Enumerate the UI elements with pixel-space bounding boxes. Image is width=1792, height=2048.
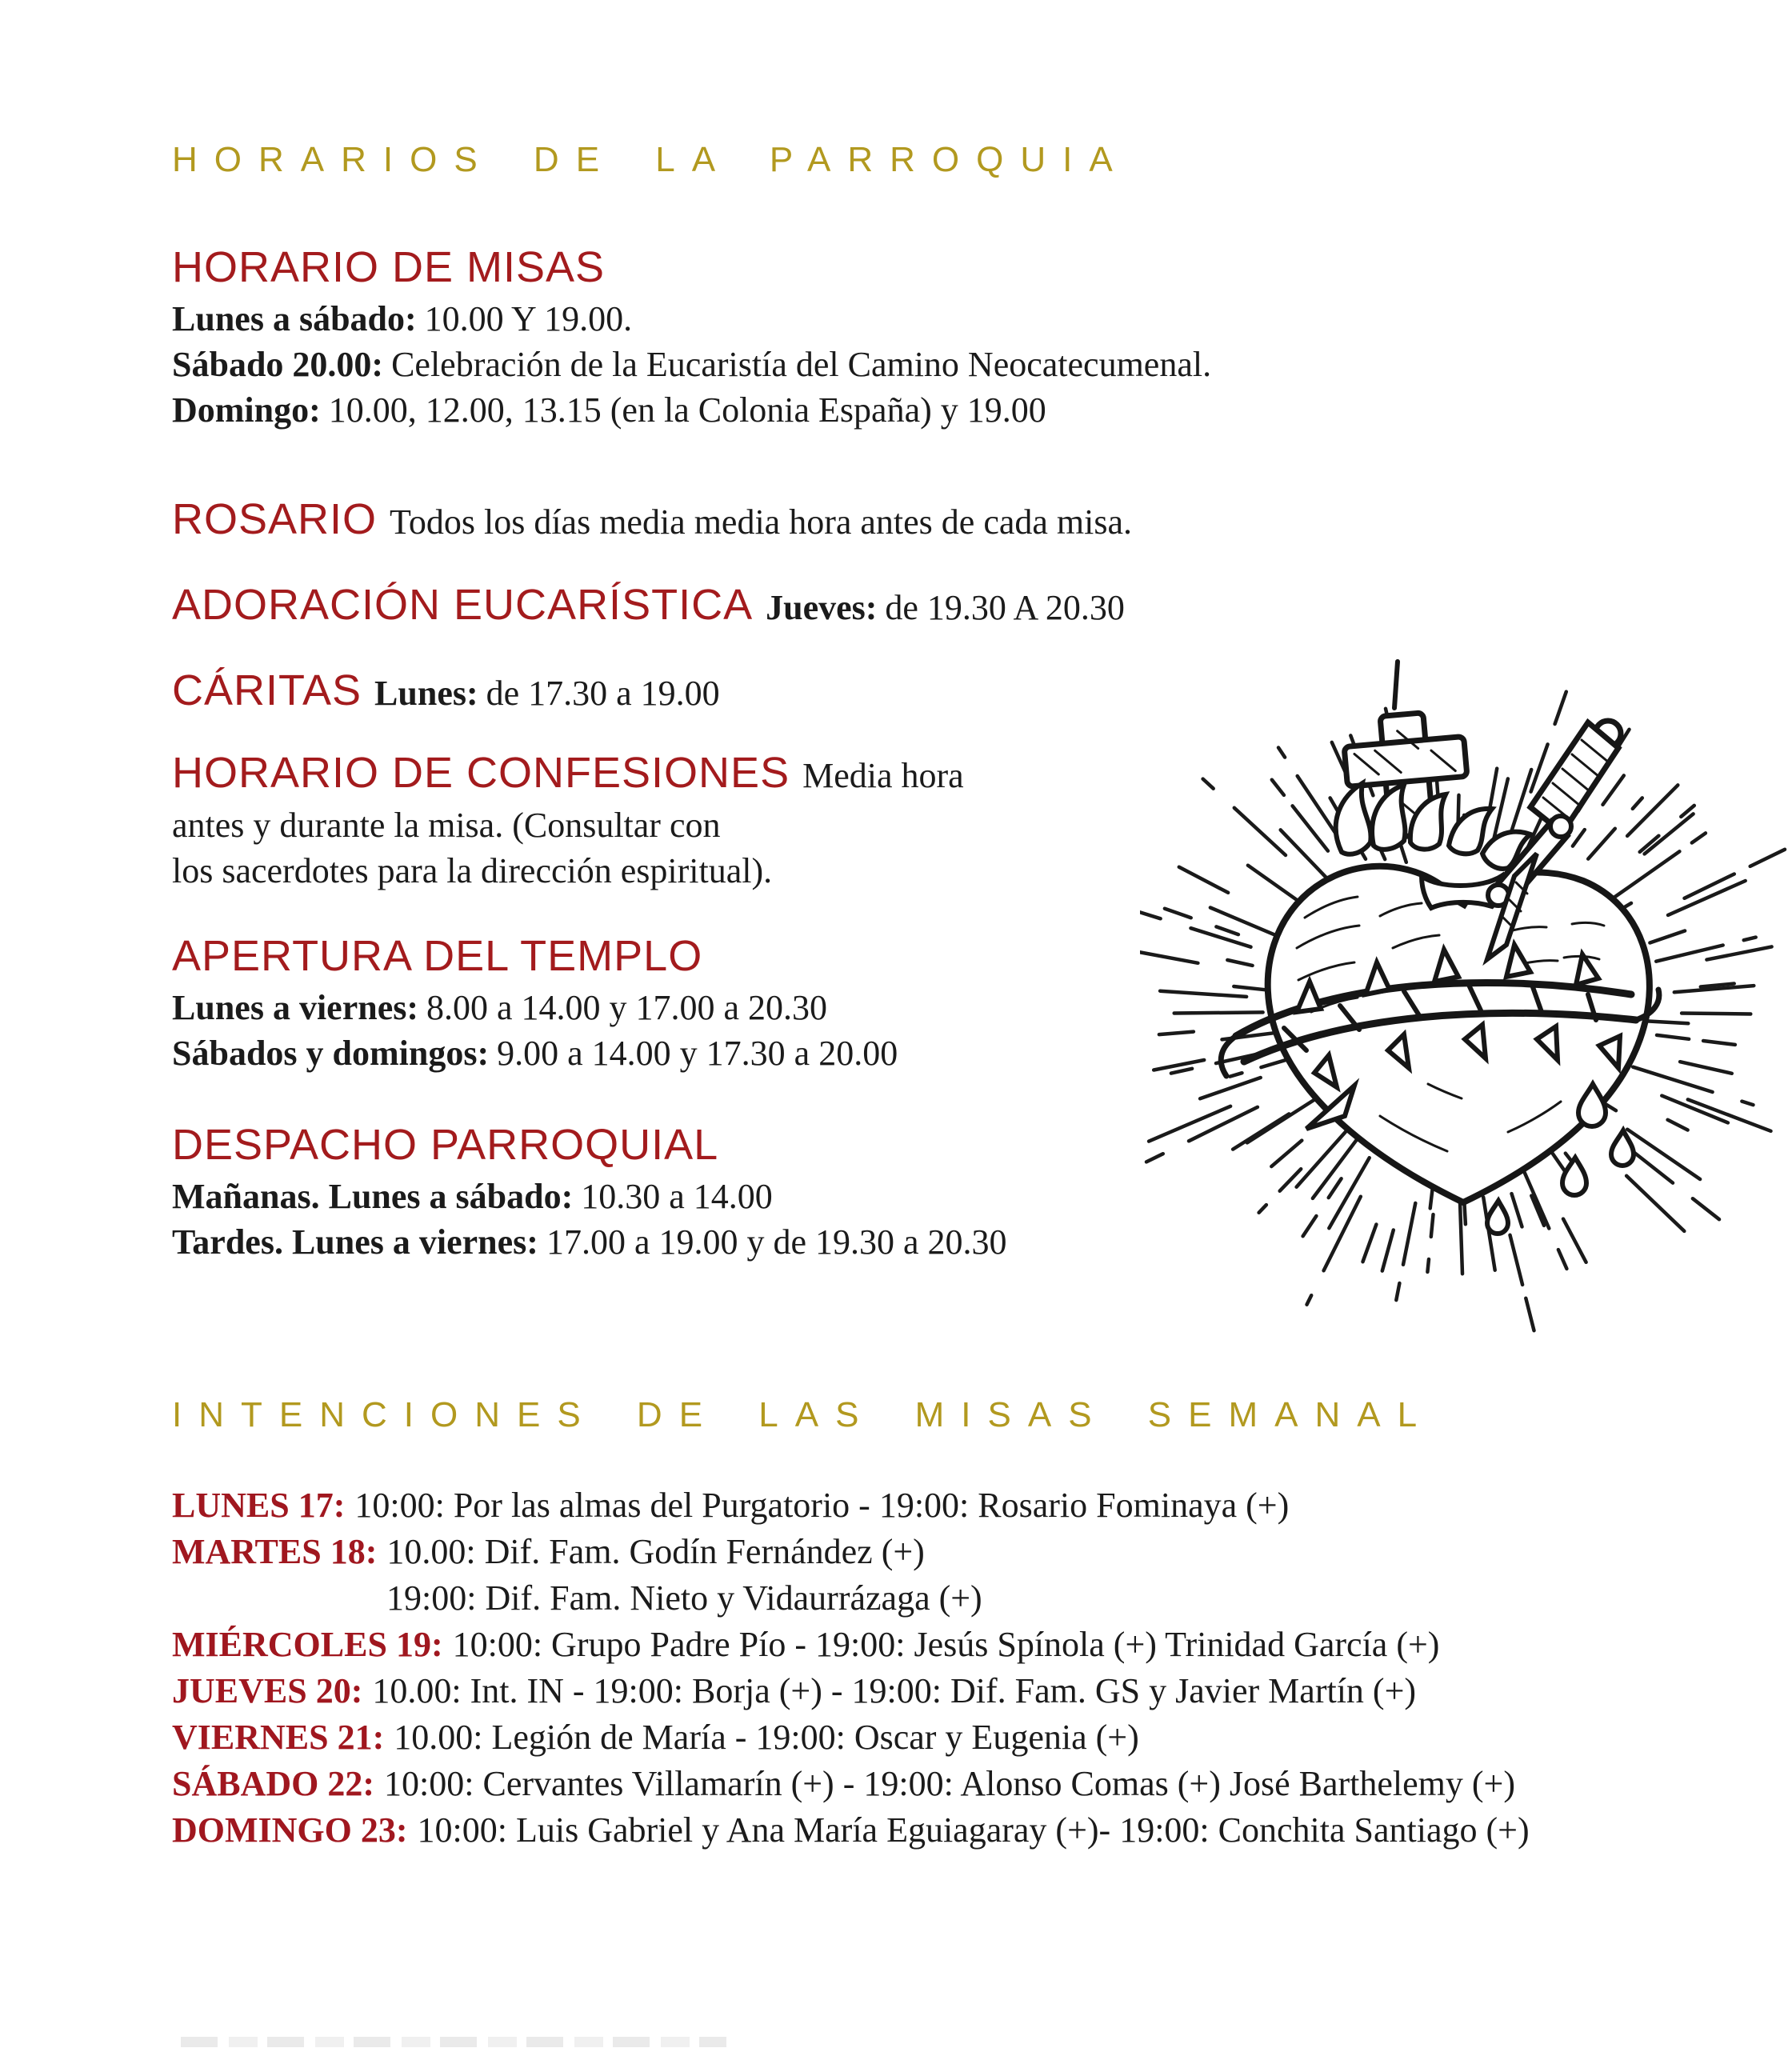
- intention-text: 10:00: Cervantes Villamarín (+) - 19:00: Alonso Comas (+) José Barthelemy (+): [384, 1764, 1516, 1803]
- day-label: DOMINGO 23:: [172, 1810, 408, 1850]
- intention-row: [172, 1714, 1788, 1761]
- section-heading-adoracion: ADORACIÓN EUCARÍSTICA: [172, 581, 754, 629]
- row-value: de 17.30 a 19.00: [486, 674, 720, 713]
- intention-text: 10.00: Dif. Fam. Godín Fernández (+): [386, 1532, 925, 1571]
- section-adoracion: [172, 581, 1732, 634]
- day-label: MIÉRCOLES 19:: [172, 1625, 443, 1664]
- schedule-row: [172, 387, 1732, 433]
- sacred-heart-svg: [1140, 636, 1788, 1368]
- intention-row: [172, 1807, 1788, 1854]
- section-heading-despacho: DESPACHO PARROQUIAL: [172, 1121, 719, 1169]
- section-heading-confesiones: HORARIO DE CONFESIONES: [172, 749, 790, 797]
- section-heading-misas: HORARIO DE MISAS: [172, 243, 606, 291]
- row-value: 8.00 a 14.00 y 17.00 a 20.30: [426, 988, 828, 1027]
- intention-row-continuation: [172, 1575, 1788, 1622]
- confesiones-line-1: Media hora: [802, 756, 964, 795]
- section-rosario: [172, 495, 1732, 549]
- row-label: Tardes. Lunes a viernes:: [172, 1222, 538, 1262]
- page-title: HORARIOS DE LA PARROQUIA: [172, 140, 1130, 179]
- section-heading-apertura: APERTURA DEL TEMPLO: [172, 932, 703, 980]
- section-heading-rosario: ROSARIO: [172, 495, 378, 543]
- misas-rows: [172, 296, 1732, 433]
- day-label: VIERNES 21:: [172, 1718, 385, 1757]
- row-value: 17.00 a 19.00 y de 19.30 a 20.30: [546, 1222, 1007, 1262]
- intention-text: 10.00: Int. IN - 19:00: Borja (+) - 19:00: Dif. Fam. GS y Javier Martín (+): [372, 1671, 1417, 1710]
- schedule-row: [172, 296, 1732, 342]
- row-value: Todos los días media media hora antes de cada misa.: [390, 502, 1133, 542]
- row-value: 10.30 a 14.00: [581, 1177, 773, 1216]
- intention-row: [172, 1622, 1788, 1668]
- day-label: LUNES 17:: [172, 1486, 346, 1525]
- intentions-title: INTENCIONES DE LAS MISAS SEMANAL: [172, 1395, 1434, 1434]
- intention-row: [172, 1668, 1788, 1714]
- day-label: SÁBADO 22:: [172, 1764, 375, 1803]
- row-value: de 19.30 A 20.30: [885, 588, 1125, 627]
- row-label: Lunes:: [374, 674, 478, 713]
- confesiones-line-3: los sacerdotes para la dirección espiritual).: [172, 851, 773, 890]
- row-label: Mañanas. Lunes a sábado:: [172, 1177, 574, 1216]
- section-confesiones: [172, 749, 1132, 894]
- sacred-heart-illustration: [1140, 636, 1788, 1368]
- intention-row: [172, 1529, 1788, 1575]
- day-label: MARTES 18:: [172, 1532, 378, 1571]
- intentions-list: [172, 1482, 1788, 1854]
- intention-text: 10:00: Por las almas del Purgatorio - 19:00: Rosario Fominaya (+): [354, 1486, 1290, 1525]
- row-label: Sábados y domingos:: [172, 1034, 490, 1073]
- intention-text: 10:00: Grupo Padre Pío - 19:00: Jesús Spínola (+) Trinidad García (+): [452, 1625, 1440, 1664]
- section-heading-caritas: CÁRITAS: [172, 666, 362, 714]
- row-value: 10.00, 12.00, 13.15 (en la Colonia España) y 19.00: [328, 390, 1046, 430]
- intention-row: [172, 1482, 1788, 1529]
- intention-text: 19:00: Dif. Fam. Nieto y Vidaurrázaga (+): [386, 1578, 982, 1618]
- intention-text: 10:00: Luis Gabriel y Ana María Eguiagaray (+)- 19:00: Conchita Santiago (+): [417, 1810, 1530, 1850]
- row-value: 9.00 a 14.00 y 17.30 a 20.00: [497, 1034, 898, 1073]
- row-label: Lunes a sábado:: [172, 299, 417, 338]
- schedule-row: [172, 342, 1732, 387]
- row-label: Lunes a viernes:: [172, 988, 418, 1027]
- confesiones-line-2: antes y durante la misa. (Consultar con: [172, 806, 721, 845]
- row-label: Domingo:: [172, 390, 321, 430]
- cropped-bottom-artifact: [181, 2037, 726, 2047]
- row-value: Celebración de la Eucaristía del Camino Neocatecumenal.: [391, 345, 1212, 384]
- day-label: JUEVES 20:: [172, 1671, 363, 1710]
- row-label: Sábado 20.00:: [172, 345, 384, 384]
- intention-text: 10.00: Legión de María - 19:00: Oscar y Eugenia (+): [394, 1718, 1139, 1757]
- row-value: 10.00 Y 19.00.: [424, 299, 633, 338]
- intention-row: [172, 1761, 1788, 1807]
- row-label: Jueves:: [766, 588, 878, 627]
